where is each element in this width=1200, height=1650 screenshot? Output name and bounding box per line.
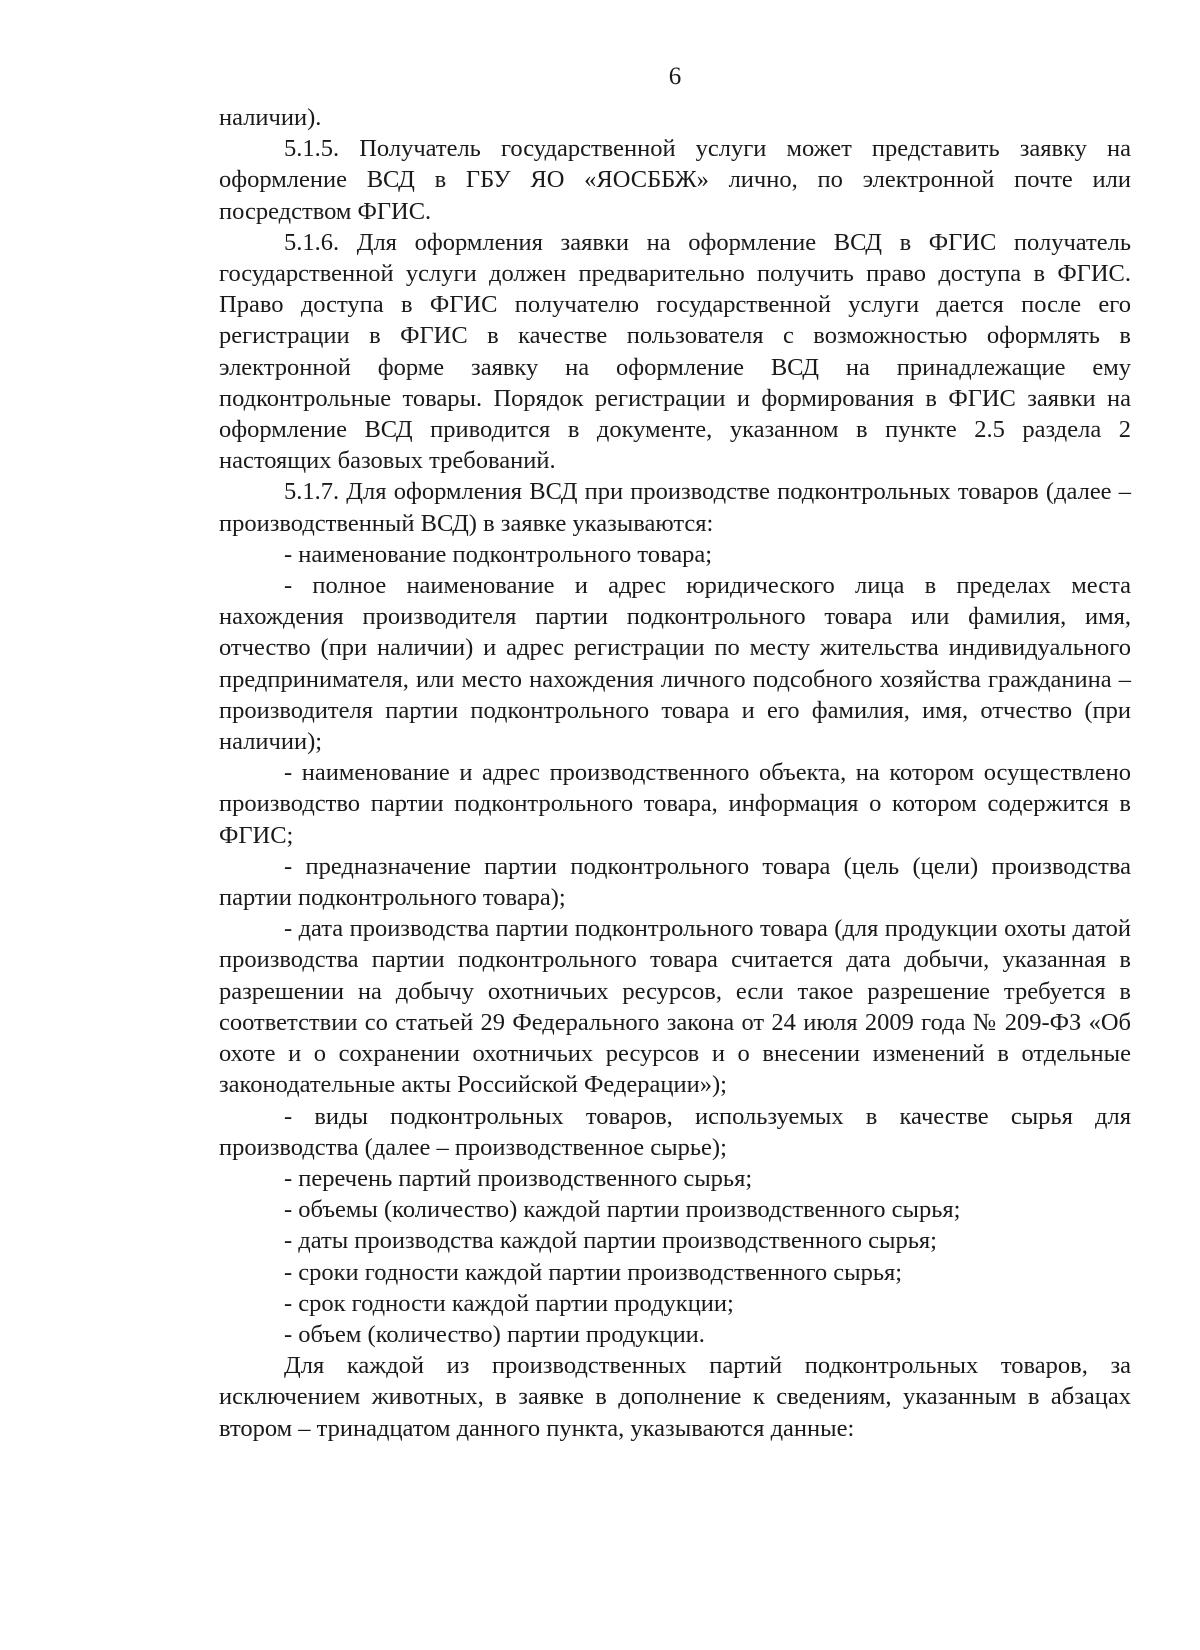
- paragraph-5-1-7: 5.1.7. Для оформления ВСД при производстве подконтрольных товаров (далее – производственный ВСД) в заявке указываются:: [219, 478, 1131, 537]
- list-item: - виды подконтрольных товаров, используемых в качестве сырья для производства (далее – производственное сырье);: [219, 1102, 1131, 1161]
- page-number: 6: [668, 63, 682, 90]
- document-body: [219, 102, 1131, 1444]
- paragraph-5-1-5: 5.1.5. Получатель государственной услуги может представить заявку на оформление ВСД в ГБУ ЯО «ЯОСББЖ» лично, по электронной почте или посредством ФГИС.: [219, 135, 1131, 225]
- paragraph-closing: Для каждой из производственных партий подконтрольных товаров, за исключением животных, в заявке в дополнение к сведениям, указанным в абзацах втором – тринадцатом данного пункта, указываются данные:: [219, 1352, 1131, 1442]
- list-item: - даты производства каждой партии производственного сырья;: [284, 1227, 937, 1255]
- list-item: - срок годности каждой партии продукции;: [284, 1289, 734, 1317]
- list-item: - полное наименование и адрес юридического лица в пределах места нахождения производителя партии подконтрольного товара или фамилия, имя, отчество (при наличии) и адрес регистрации по месту жительства индивидуального предпринимателя, или место нахождения личного подсобного хозяйства гражданина – производителя партии подконтрольного товара и его фамилия, имя, отчество (при наличии);: [219, 572, 1131, 756]
- paragraph-5-1-6: 5.1.6. Для оформления заявки на оформление ВСД в ФГИС получатель государственной услуги должен предварительно получить право доступа в ФГИС. Право доступа в ФГИС получателю государственной услуги дается после его регистрации в ФГИС в качестве пользователя с возможностью оформлять в электронной форме заявку на оформление ВСД на принадлежащие ему подконтрольные товары. Порядок регистрации и формирования в ФГИС заявки на оформление ВСД приводится в документе, указанном в пункте 2.5 раздела 2 настоящих базовых требований.: [219, 228, 1131, 475]
- list-item: - объемы (количество) каждой партии производственного сырья;: [284, 1196, 961, 1224]
- list-item: - перечень партий производственного сырья;: [284, 1164, 753, 1192]
- list-item: - наименование и адрес производственного объекта, на котором осуществлено производство партии подконтрольного товара, информация о котором содержится в ФГИС;: [219, 759, 1131, 849]
- list-item: - наименование подконтрольного товара;: [284, 540, 713, 568]
- list-item: - сроки годности каждой партии производственного сырья;: [284, 1258, 903, 1286]
- paragraph-continuation: наличии).: [219, 104, 322, 131]
- list-item: - предназначение партии подконтрольного товара (цель (цели) производства партии подконтрольного товара);: [219, 852, 1131, 912]
- list-item: - дата производства партии подконтрольного товара (для продукции охоты датой производства партии подконтрольного товара считается дата добычи, указанная в разрешении на добычу охотничьих ресурсов, если такое разрешение требуется в соответствии со статьей 29 Федерального закона от 24 июля 2009 года № 209-ФЗ «Об охоте и о сохранении охотничьих ресурсов и о внесении изменений в отдельные законодательные акты Российской Федерации»);: [219, 915, 1131, 1099]
- list-item: - объем (количество) партии продукции.: [284, 1320, 705, 1348]
